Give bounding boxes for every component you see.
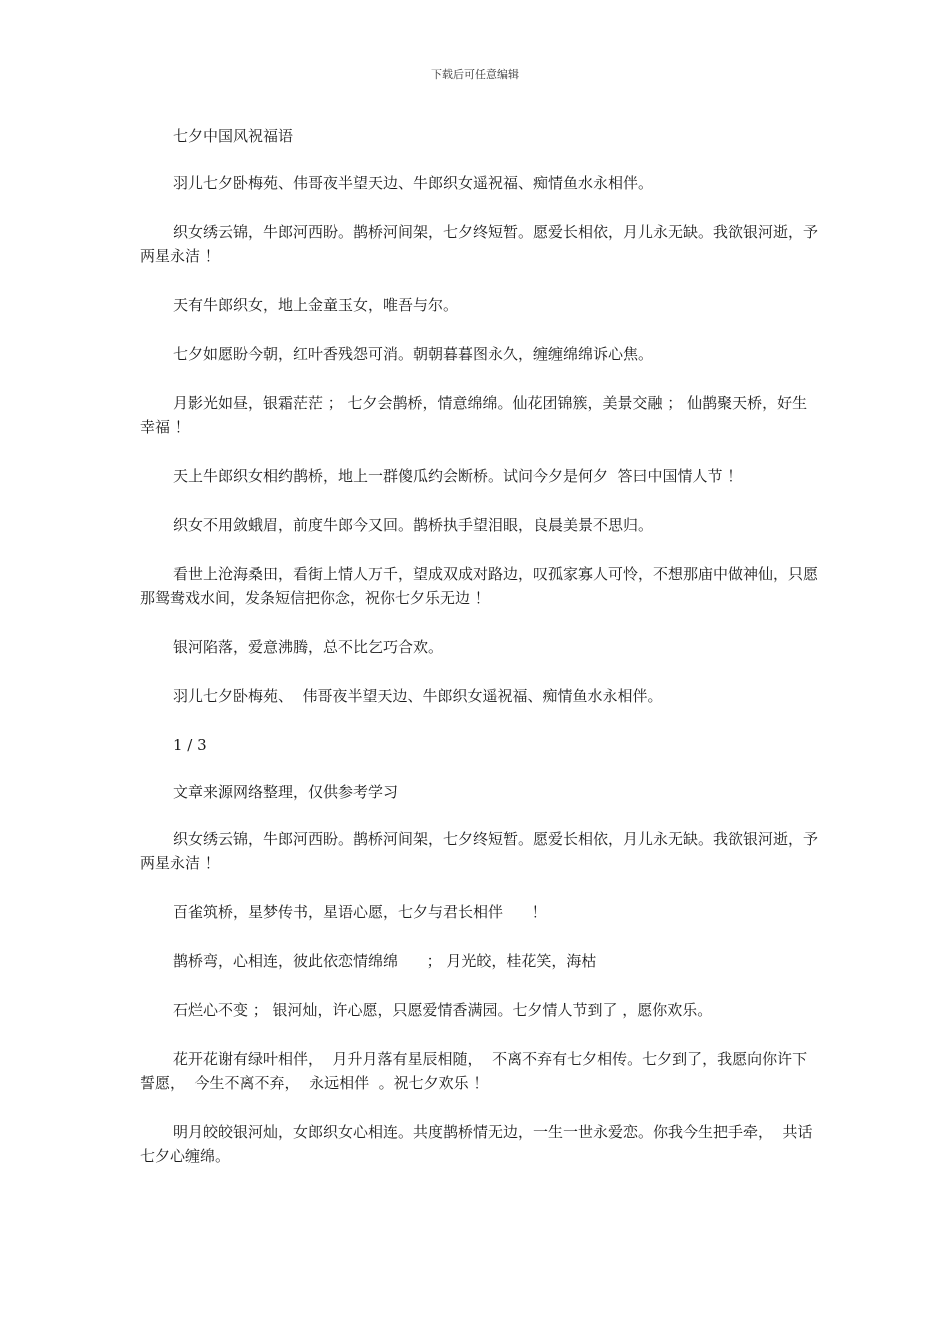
document-title: 七夕中国风祝福语 <box>173 127 294 145</box>
paragraph: 织女绣云锦，牛郎河西盼。鹊桥河间架，七夕终短暂。愿爱长相依，月儿永无缺。我欲银河逝，予两星永洁 ！ <box>140 830 819 872</box>
paragraph: 明月皎皎银河灿，女郎织女心相连。共度鹊桥情无边，一生一世永爱恋。你我今生把手牵， 共话七夕心缠绵。 <box>140 1123 813 1165</box>
paragraph: 鹊桥弯，心相连，彼此依恋情绵绵 ； 月光皎，桂花笑，海枯 <box>173 952 597 970</box>
paragraph: 看世上沧海桑田，看街上情人万千，望成双成对路边，叹孤家寡人可怜，不想那庙中做神仙，只愿那鸳鸯戏水间，发条短信把你念，祝你七夕乐无边 ！ <box>140 565 819 607</box>
paragraph: 织女绣云锦，牛郎河西盼。鹊桥河间架，七夕终短暂。愿爱长相依，月儿永无缺。我欲银河逝，予两星永洁 ！ <box>140 223 819 265</box>
document-body <box>140 124 820 1193</box>
page-header: 下载后可任意编辑 <box>431 68 519 81</box>
paragraph: 百雀筑桥，星梦传书，星语心愿，七夕与君长相伴 ！ <box>173 903 547 921</box>
paragraph: 花开花谢有绿叶相伴， 月升月落有星辰相随， 不离不弃有七夕相传。七夕到了，我愿向你许下誓愿， 今生不离不弃， 永远相伴 。祝七夕欢乐 ！ <box>140 1050 808 1092</box>
paragraph: 石烂心不变 ； 银河灿，许心愿，只愿爱情香满园。七夕情人节到了 ，愿你欢乐。 <box>173 1001 713 1019</box>
paragraph: 天有牛郎织女，地上金童玉女，唯吾与尔。 <box>173 296 459 314</box>
paragraph: 羽儿七夕卧梅苑、伟哥夜半望天边、牛郎织女遥祝福、痴情鱼水永相伴。 <box>173 174 654 192</box>
paragraph: 银河陷落，爱意沸腾，总不比乞巧合欢。 <box>173 638 444 656</box>
page-number: 1 / 3 <box>173 736 207 754</box>
paragraph: 天上牛郎织女相约鹊桥，地上一群傻瓜约会断桥。试问今夕是何夕 答曰中国情人节 ！ <box>173 467 743 485</box>
paragraph: 织女不用敛蛾眉，前度牛郎今又回。鹊桥执手望泪眼，良晨美景不思归。 <box>173 516 654 534</box>
source-note: 文章来源网络整理，仅供参考学习 <box>173 783 399 801</box>
paragraph: 七夕如愿盼今朝，红叶香残怨可消。朝朝暮暮图永久，缠缠绵绵诉心焦。 <box>173 345 654 363</box>
paragraph: 月影光如昼，银霜茫茫 ； 七夕会鹊桥，情意绵绵。仙花团锦簇，美景交融 ； 仙鹊聚天桥，好生幸福 ！ <box>140 394 808 436</box>
paragraph: 羽儿七夕卧梅苑、 伟哥夜半望天边、牛郎织女遥祝福、痴情鱼水永相伴。 <box>173 687 663 705</box>
